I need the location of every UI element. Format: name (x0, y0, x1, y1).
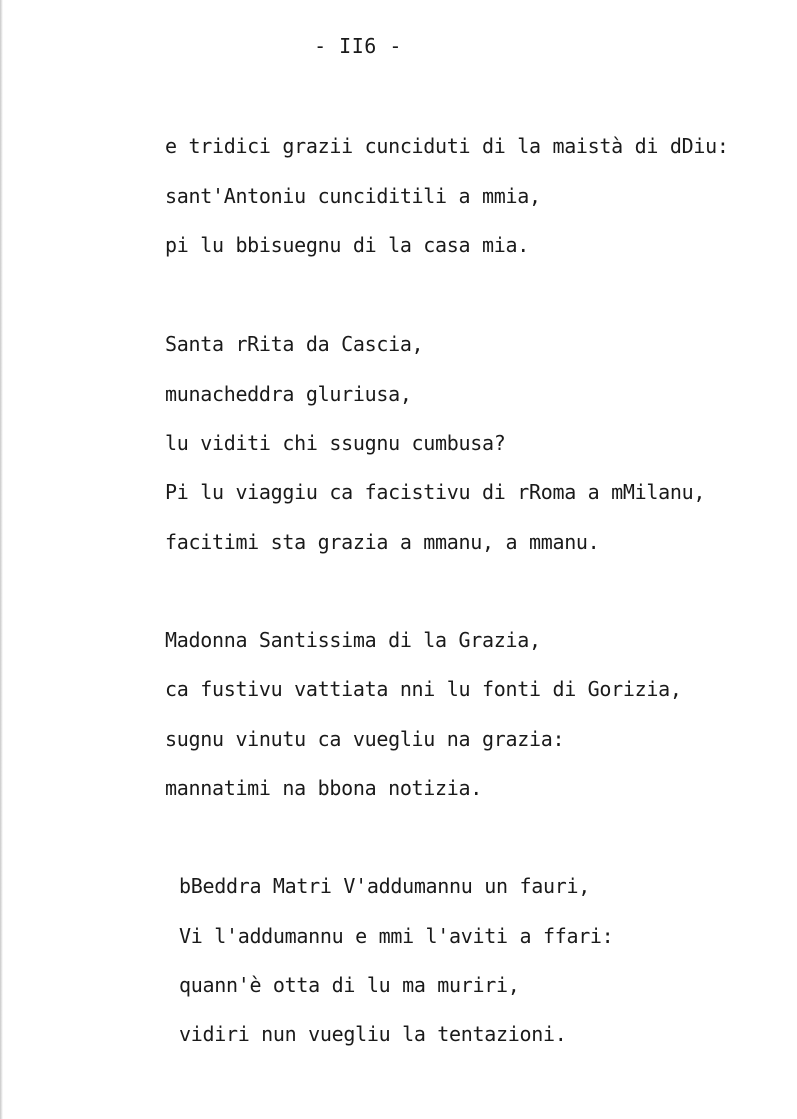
stanza-4-line-3: quann'è otta di lu ma muriri, (179, 973, 520, 997)
stanza-4-line-1: bBeddra Matri V'addumannu un fauri, (179, 874, 590, 898)
stanza-4-line-2: Vi l'addumannu e mmi l'aviti a ffari: (179, 924, 614, 948)
stanza-3-line-1: Madonna Santissima di la Grazia, (165, 628, 541, 652)
page-edge-shadow (0, 0, 3, 1119)
stanza-2-line-5: facitimi sta grazia a mmanu, a mmanu. (165, 530, 600, 554)
stanza-2-line-3: lu viditi chi ssugnu cumbusa? (165, 431, 506, 455)
stanza-3-line-2: ca fustivu vattiata nni lu fonti di Gorizia, (165, 677, 682, 701)
stanza-2-line-1: Santa rRita da Cascia, (165, 332, 424, 356)
page-number: - II6 - (314, 34, 402, 58)
stanza-1-line-3: pi lu bbisuegnu di la casa mia. (165, 233, 529, 257)
stanza-2-line-4: Pi lu viaggiu ca facistivu di rRoma a mMilanu, (165, 480, 706, 504)
stanza-3-line-3: sugnu vinutu ca vuegliu na grazia: (165, 727, 565, 751)
stanza-1-line-2: sant'Antoniu cunciditili a mmia, (165, 184, 541, 208)
stanza-2-line-2: munacheddra gluriusa, (165, 382, 412, 406)
stanza-3-line-4: mannatimi na bbona notizia. (165, 776, 483, 800)
stanza-4-line-4: vidiri nun vuegliu la tentazioni. (179, 1022, 567, 1046)
stanza-1-line-1: e tridici grazii cunciduti di la maistà di dDiu: (165, 134, 729, 158)
